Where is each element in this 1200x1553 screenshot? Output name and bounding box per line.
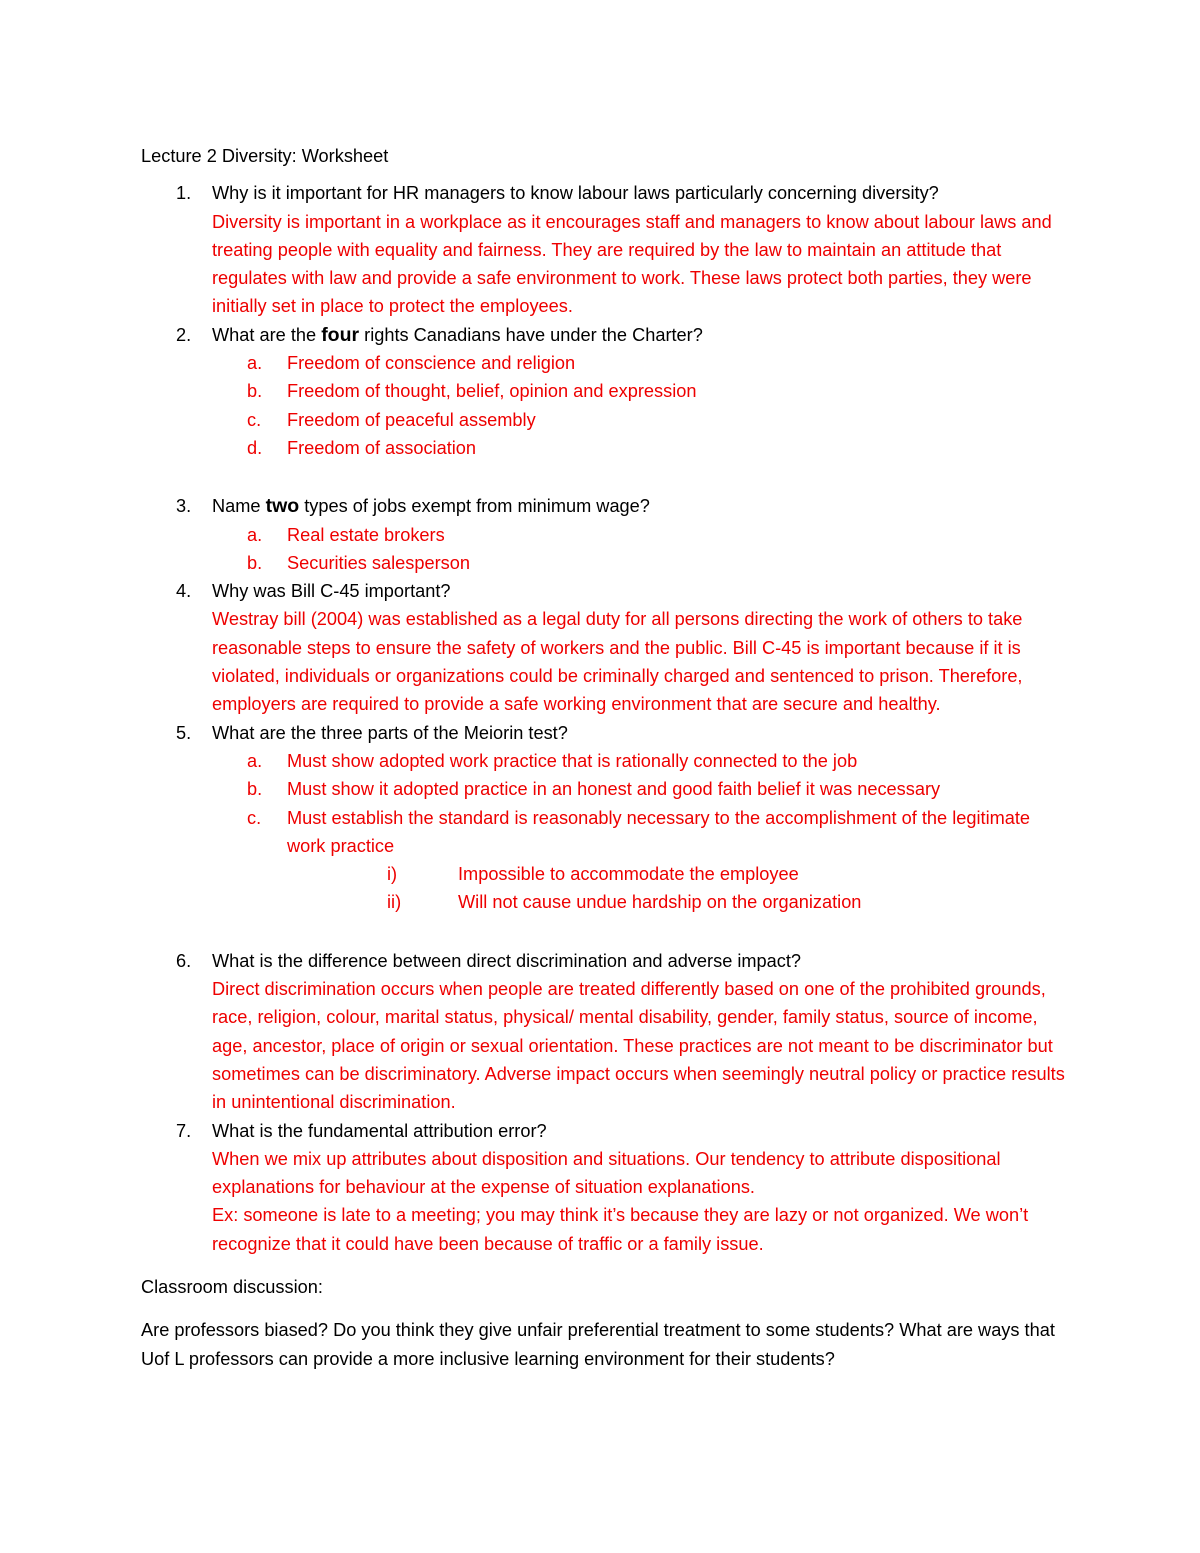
question-text [212,492,1071,520]
answer-item [141,747,1071,775]
item-label: c. [247,807,262,828]
question-text-part: rights Canadians have under the Charter? [359,324,703,345]
item-label: a. [247,524,263,545]
question-text: What is the difference between direct discrimination and adverse impact? [212,950,802,971]
question-text: Why is it important for HR managers to know labour laws particularly concerning diversity? [212,183,939,204]
item-text: Must show adopted work practice that is rationally connected to the job [287,750,858,771]
question-number: 1. [176,183,192,204]
answer-item [141,521,1071,549]
spacer [141,462,1071,492]
question-2 [141,321,1071,349]
question-text: Why was Bill C-45 important? [212,581,451,602]
question-3 [141,492,1071,520]
item-label: d. [247,437,263,458]
question-number: 5. [176,722,192,743]
answer-text: Direct discrimination occurs when people are treated differently based on one of the prohibited grounds, race, religion, colour, marital status, physical/ mental disability, gender, family status, source of income, age, ancestor, place of origin or sexual orientation. These practices are not meant to be discriminator but sometimes can be discriminatory. Adverse impact occurs when seemingly neutral policy or practice results in unintentional discrimination. [212,979,1065,1113]
answer-subitem [141,860,1071,888]
question-text: What are the three parts of the Meiorin test? [212,722,568,743]
question-4 [141,577,1071,718]
worksheet-content [141,142,1071,1373]
answer-text: When we mix up attributes about disposition and situations. Our tendency to attribute dispositional explanations for behaviour at the expense of situation explanations. [212,1148,1001,1198]
discussion-heading: Classroom discussion: [141,1276,323,1297]
discussion-text: Are professors biased? Do you think they give unfair preferential treatment to some students? What are ways that Uof L professors can provide a more inclusive learning environment for their students? [141,1320,1055,1369]
question-number: 4. [176,581,192,602]
question-number: 6. [176,950,192,971]
question-text-part: Name [212,496,266,517]
item-text: Must show it adopted practice in an honest and good faith belief it was necessary [287,779,941,800]
answer-item [141,377,1071,405]
spacer [141,917,1071,947]
item-label: b. [247,779,263,800]
answer-item [141,775,1071,803]
item-text: Real estate brokers [287,524,445,545]
answer-item [141,406,1071,434]
answer-text: Westray bill (2004) was established as a legal duty for all persons directing the work of others to take reasonable steps to ensure the safety of workers and the public. Bill C-45 is important because if it is violated, individuals or organizations could be criminally charged and sentenced to prison. Therefore, employers are required to provide a safe working environment that are secure and healthy. [212,609,1023,715]
emphasis-word: four [321,323,360,346]
item-text: Securities salesperson [287,552,470,573]
item-text: Freedom of association [287,437,477,458]
item-label: a. [247,353,263,374]
subitem-label: ii) [387,892,402,913]
answer-item [141,349,1071,377]
page-title: Lecture 2 Diversity: Worksheet [141,146,389,166]
item-text: Freedom of conscience and religion [287,353,576,374]
item-label: c. [247,409,262,430]
answer-item [141,804,1071,861]
question-7 [141,1117,1071,1258]
item-text: Must establish the standard is reasonably necessary to the accomplishment of the legitimate work practice [287,807,1031,856]
item-text: Freedom of thought, belief, opinion and expression [287,381,697,402]
question-text: What is the fundamental attribution error? [212,1120,547,1141]
example-text: Ex: someone is late to a meeting; you may think it’s because they are lazy or not organized. We won’t recognize that it could have been because of traffic or a family issue. [212,1205,1029,1254]
item-text: Freedom of peaceful assembly [287,409,536,430]
question-5 [141,719,1071,747]
answer-item [141,434,1071,462]
subitem-text: Will not cause undue hardship on the organization [458,892,862,913]
question-6 [141,947,1071,1117]
question-number: 2. [176,324,192,345]
item-label: b. [247,381,263,402]
question-text-part: types of jobs exempt from minimum wage? [299,496,650,517]
question-text-part: What are the [212,324,322,345]
question-number: 7. [176,1120,192,1141]
item-label: a. [247,750,263,771]
answer-text: Diversity is important in a workplace as it encourages staff and managers to know about labour laws and treating people with equality and fairness. They are required by the law to maintain an attitude that regulates with law and provide a safe environment to work. These laws protect both parties, they were initially set in place to protect the employees. [212,211,1052,317]
question-1 [141,179,1071,320]
question-number: 3. [176,496,192,517]
answer-item [141,549,1071,577]
emphasis-word: two [265,495,300,518]
subitem-label: i) [387,864,398,885]
answer-subitem [141,888,1071,916]
item-label: b. [247,552,263,573]
question-text [212,321,1071,349]
subitem-text: Impossible to accommodate the employee [458,864,799,885]
